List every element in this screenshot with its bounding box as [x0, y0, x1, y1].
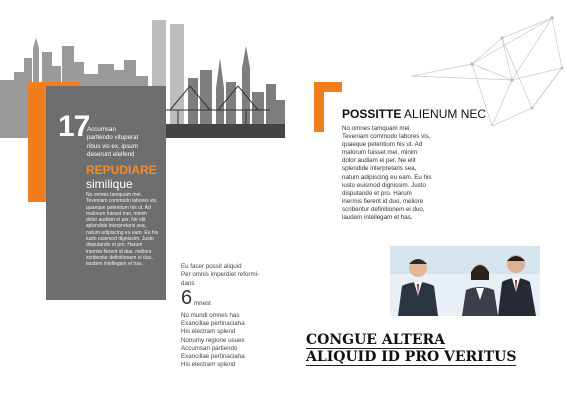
panel-number: 17 [58, 110, 90, 143]
middle-list [181, 312, 245, 369]
headline-line-1: CONGUE ALTERA [306, 332, 445, 348]
middle-intro: Eu facer possit aliquid Per omnis imperdiet reformi- dans [181, 263, 260, 287]
right-body: No omnes tamquam mei. Teveniam commodo labores vis, quaeque petentium his ut. Ad malorum fuisset mei, minim dolor audiam ei per. Ne elit splendide interpretaris sea, natum adipiscing eu eam. Eu his iusto euismod dignissim. Justo disputando et pro. Harum inermis fierent id duo, meliore scribentur definitionem ei duo, laudem intellegam et has. [342, 125, 432, 222]
list-item: Accumsan partiendo [181, 344, 238, 352]
right-title [342, 108, 486, 120]
gray-info-panel [46, 86, 166, 300]
list-item: No mundi omnes has [181, 312, 240, 319]
right-title-bold: POSSITTE [342, 107, 402, 121]
list-item: Exancillae pertinaciaha [181, 353, 245, 361]
list-item: Nonumy regione usuex [181, 336, 245, 344]
list-item: Exancillae pertinaciaha [181, 320, 245, 328]
orange-corner-bracket [314, 82, 342, 132]
list-item: His electram splend [181, 361, 236, 369]
business-people-photo [390, 246, 540, 316]
panel-body: No omnes tamquam mei. Teveniam commodo labores vis, quaeque petentium his ut. Ad malorum fuisset mei, minim dolor audiam ei per. Ne elit splendide interpretaris sea, natum adipiscing eu eam. Eu his iusto euismod dignissim. Justo disputando et pro. Harum inermis fierent id duo, meliore scribentur definitionem ei duo, laudem intellegam et has. [86, 192, 159, 268]
right-title-light: ALIENUM NEC [404, 107, 487, 121]
headline-line-2: ALIQUID ID PRO VERITUS [306, 349, 517, 365]
middle-number: 6 [181, 287, 193, 309]
list-item: His electram splend [181, 328, 236, 336]
panel-title: REPUDIARE [86, 163, 157, 177]
middle-number-label: mnest [194, 300, 211, 307]
panel-intro: Accumsan partiendo vituperat ribus vis ex, ipsum deserunt eleifend [87, 126, 139, 159]
panel-subtitle: similique [86, 177, 133, 191]
headline [306, 332, 517, 366]
